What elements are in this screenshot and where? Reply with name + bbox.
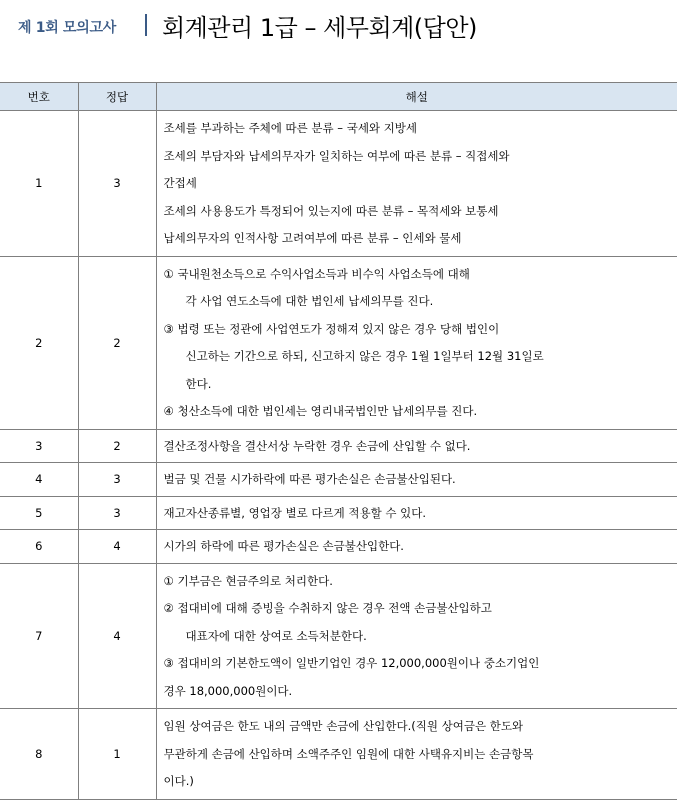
question-number: 2 bbox=[0, 256, 78, 429]
column-header-explanation: 해설 bbox=[156, 83, 677, 111]
explanation-line: 대표자에 대한 상여로 소득처분한다. bbox=[185, 628, 367, 643]
table-row bbox=[0, 709, 677, 800]
explanation-line: ③ 접대비의 기본한도액이 일반기업인 경우 12,000,000원이나 중소기업인 bbox=[163, 656, 540, 670]
explanation-cell bbox=[156, 496, 677, 530]
explanation-line: 임원 상여금은 한도 내의 금액만 손금에 산입한다.(직원 상여금은 한도와 bbox=[163, 719, 524, 733]
answer-value: 3 bbox=[78, 111, 156, 257]
page-header bbox=[0, 0, 677, 82]
question-number: 5 bbox=[0, 496, 78, 530]
explanation-cell bbox=[156, 709, 677, 800]
explanation-line: 조세의 부담자와 납세의무자가 일치하는 여부에 따른 분류 – 직접세와 bbox=[163, 148, 510, 163]
answer-value: 2 bbox=[78, 429, 156, 463]
table-header-row bbox=[0, 83, 677, 111]
table-row bbox=[0, 496, 677, 530]
explanation-line: 신고하는 기간으로 하되, 신고하지 않은 경우 1월 1일부터 12월 31일로 bbox=[185, 349, 544, 363]
explanation-line: ④ 청산소득에 대한 법인세는 영리내국법인만 납세의무를 진다. bbox=[163, 404, 478, 418]
question-number: 7 bbox=[0, 563, 78, 709]
column-header-answer: 정답 bbox=[78, 83, 156, 111]
question-number: 6 bbox=[0, 530, 78, 564]
explanation-line: ① 국내원천소득으로 수익사업소득과 비수익 사업소득에 대해 bbox=[163, 266, 470, 281]
question-number: 4 bbox=[0, 463, 78, 497]
answer-value: 3 bbox=[78, 463, 156, 497]
answer-value: 2 bbox=[78, 256, 156, 429]
explanation-cell bbox=[156, 429, 677, 463]
table-row bbox=[0, 429, 677, 463]
explanation-line: 한다. bbox=[185, 376, 212, 391]
question-number: 1 bbox=[0, 111, 78, 257]
explanation-line: 무관하게 손금에 산입하며 소액주주인 임원에 대한 사택유지비는 손금항목 bbox=[163, 746, 534, 761]
answer-value: 3 bbox=[78, 496, 156, 530]
explanation-line: ③ 법령 또는 정관에 사업연도가 정해져 있지 않은 경우 당해 법인이 bbox=[163, 321, 500, 336]
explanation-cell bbox=[156, 111, 677, 257]
column-header-number: 번호 bbox=[0, 83, 78, 111]
explanation-cell bbox=[156, 530, 677, 564]
explanation-line: ② 접대비에 대해 증빙을 수취하지 않은 경우 전액 손금불산입하고 bbox=[163, 601, 492, 615]
explanation-cell bbox=[156, 463, 677, 497]
table-row bbox=[0, 563, 677, 709]
explanation-line: 시가의 하락에 따른 평가손실은 손금불산입한다. bbox=[163, 539, 404, 553]
exam-subtitle: 제 1회 모의고사 bbox=[18, 20, 116, 36]
explanation-line: 재고자산종류별, 영업장 별로 다르게 적용할 수 있다. bbox=[163, 505, 427, 520]
table-row bbox=[0, 463, 677, 497]
answer-value: 4 bbox=[78, 530, 156, 564]
explanation-line: 결산조정사항을 결산서상 누락한 경우 손금에 산입할 수 없다. bbox=[163, 438, 471, 453]
table-row bbox=[0, 530, 677, 564]
explanation-line: 경우 18,000,000원이다. bbox=[163, 683, 293, 698]
answer-value: 1 bbox=[78, 709, 156, 800]
table-row bbox=[0, 256, 677, 429]
question-number: 8 bbox=[0, 709, 78, 800]
explanation-line: 조세의 사용용도가 특정되어 있는지에 따른 분류 – 목적세와 보통세 bbox=[163, 203, 499, 218]
question-number: 3 bbox=[0, 429, 78, 463]
explanation-line: 납세의무자의 인적사항 고려여부에 따른 분류 – 인세와 물세 bbox=[163, 231, 462, 245]
explanation-cell bbox=[156, 563, 677, 709]
explanation-cell bbox=[156, 256, 677, 429]
answer-table bbox=[0, 82, 677, 800]
table-row bbox=[0, 111, 677, 257]
answer-value: 4 bbox=[78, 563, 156, 709]
explanation-line: ① 기부금은 현금주의로 처리한다. bbox=[163, 573, 333, 588]
explanation-line: 각 사업 연도소득에 대한 법인세 납세의무를 진다. bbox=[185, 294, 434, 308]
explanation-line: 이다.) bbox=[163, 774, 194, 788]
explanation-line: 벌금 및 건물 시가하락에 따른 평가손실은 손금불산입된다. bbox=[163, 472, 456, 486]
explanation-line: 조세를 부과하는 주체에 따른 분류 – 국세와 지방세 bbox=[163, 121, 418, 135]
explanation-line: 간접세 bbox=[163, 176, 197, 190]
title-divider bbox=[145, 14, 147, 36]
page-title: 회계관리 1급 – 세무회계(답안) bbox=[162, 14, 477, 42]
